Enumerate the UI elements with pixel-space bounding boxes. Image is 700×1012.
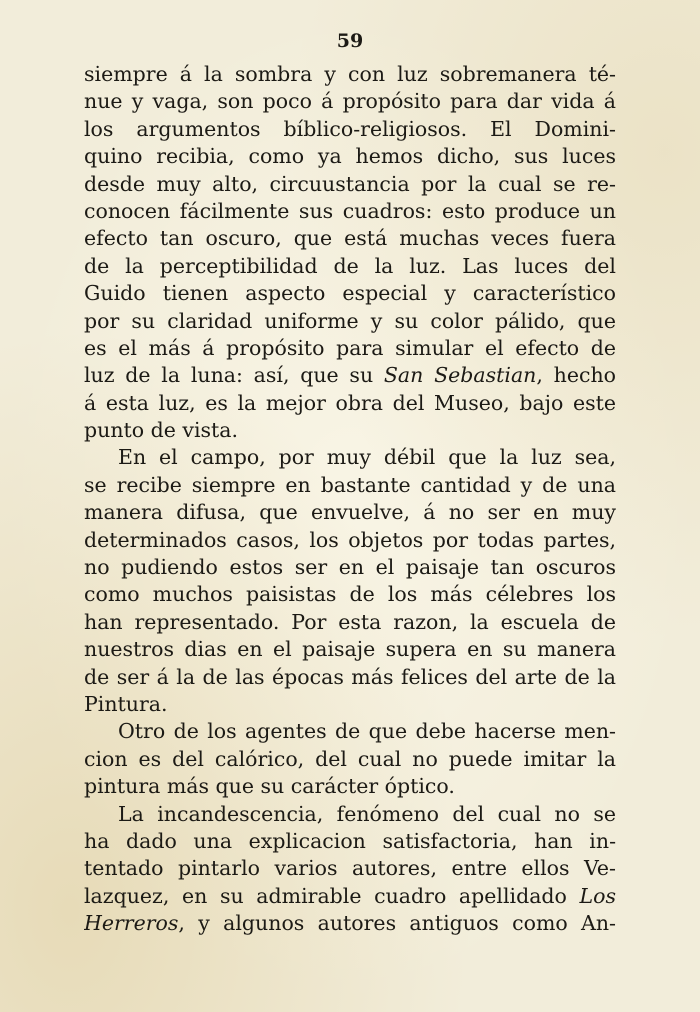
text-line — [84, 116, 616, 143]
text-line — [84, 280, 616, 307]
text-segment: Otro de los agentes de que debe hacerse men- — [118, 719, 616, 744]
text-line — [84, 143, 616, 170]
text-line — [84, 417, 616, 444]
text-line — [84, 171, 616, 198]
text-segment: tentado pintarlo varios autores, entre ellos Ve- — [84, 856, 616, 881]
text-segment: es el más á propósito para simular el efecto de — [84, 335, 616, 360]
text-line — [84, 746, 616, 773]
text-segment: luz de la luna: así, que su — [84, 363, 384, 388]
text-line — [84, 198, 616, 225]
text-line — [84, 910, 616, 937]
italic-title: Herreros — [84, 911, 179, 936]
text-line — [84, 253, 616, 280]
text-segment: nue y vaga, son poco á propósito para dar vida á — [84, 89, 616, 114]
text-segment: quino recibia, como ya hemos dicho, sus luces — [84, 144, 616, 169]
text-line — [84, 664, 616, 691]
text-segment: desde muy alto, circuustancia por la cual se re- — [84, 171, 616, 196]
text-line — [84, 335, 616, 362]
text-segment: determinados casos, los objetos por todas partes, — [84, 527, 616, 552]
text-segment: se recibe siempre en bastante cantidad y de una — [84, 472, 616, 497]
text-line — [84, 362, 616, 389]
text-segment: lazquez, en su admirable cuadro apellidado — [84, 883, 580, 908]
body-text — [84, 61, 616, 938]
text-line — [84, 225, 616, 252]
text-line — [84, 801, 616, 828]
text-line — [84, 308, 616, 335]
text-segment: á esta luz, es la mejor obra del Museo, bajo este — [84, 390, 616, 415]
italic-title: Los — [579, 883, 616, 908]
text-line — [84, 718, 616, 745]
text-segment: siempre á la sombra y con luz sobremanera té- — [84, 62, 616, 86]
text-segment: , hecho — [536, 363, 616, 388]
text-line — [84, 581, 616, 608]
text-segment: manera difusa, que envuelve, á no ser en muy — [84, 500, 616, 525]
text-line — [84, 636, 616, 663]
text-segment: Pintura. — [84, 691, 168, 716]
text-line — [84, 554, 616, 581]
text-line — [84, 499, 616, 526]
text-segment: no pudiendo estos ser en el paisaje tan oscuros — [84, 555, 616, 580]
text-segment: por su claridad uniforme y su color pálido, que — [84, 308, 616, 333]
text-segment: de la perceptibilidad de la luz. Las luces del — [84, 253, 616, 278]
text-segment: de ser á la de las épocas más felices del arte de la — [84, 664, 616, 689]
text-segment: nuestros dias en el paisaje supera en su manera — [84, 637, 616, 662]
text-segment: Guido tienen aspecto especial y característico — [84, 281, 616, 306]
text-segment: punto de vista. — [84, 418, 239, 443]
italic-title: San Sebastian — [383, 363, 537, 388]
text-segment: cion es del calórico, del cual no puede imitar la — [84, 746, 616, 771]
text-segment: los argumentos bíblico-religiosos. El Domini- — [84, 116, 616, 141]
text-segment: conocen fácilmente sus cuadros: esto produce un — [84, 198, 616, 223]
text-line — [84, 609, 616, 636]
text-segment: como muchos paisistas de los más célebres los — [84, 582, 616, 607]
text-line — [84, 828, 616, 855]
text-line — [84, 883, 616, 910]
text-line — [84, 390, 616, 417]
text-line — [84, 88, 616, 115]
text-line — [84, 61, 616, 88]
text-segment: En el campo, por muy débil que la luz sea, — [118, 445, 616, 470]
text-segment: pintura más que su carácter óptico. — [84, 774, 455, 799]
text-line — [84, 773, 616, 800]
text-line — [84, 855, 616, 882]
text-segment: ha dado una explicacion satisfactoria, han in- — [84, 828, 616, 853]
text-segment: , y algunos autores antiguos como An- — [178, 911, 616, 936]
text-segment: han representado. Por esta razon, la escuela de — [84, 609, 616, 634]
text-line — [84, 527, 616, 554]
text-segment: La incandescencia, fenómeno del cual no se — [118, 801, 616, 826]
text-line — [84, 444, 616, 471]
text-line — [84, 691, 616, 718]
text-segment: efecto tan oscuro, que está muchas veces fuera — [84, 226, 616, 251]
page-number: 59 — [336, 30, 364, 52]
text-line — [84, 472, 616, 499]
